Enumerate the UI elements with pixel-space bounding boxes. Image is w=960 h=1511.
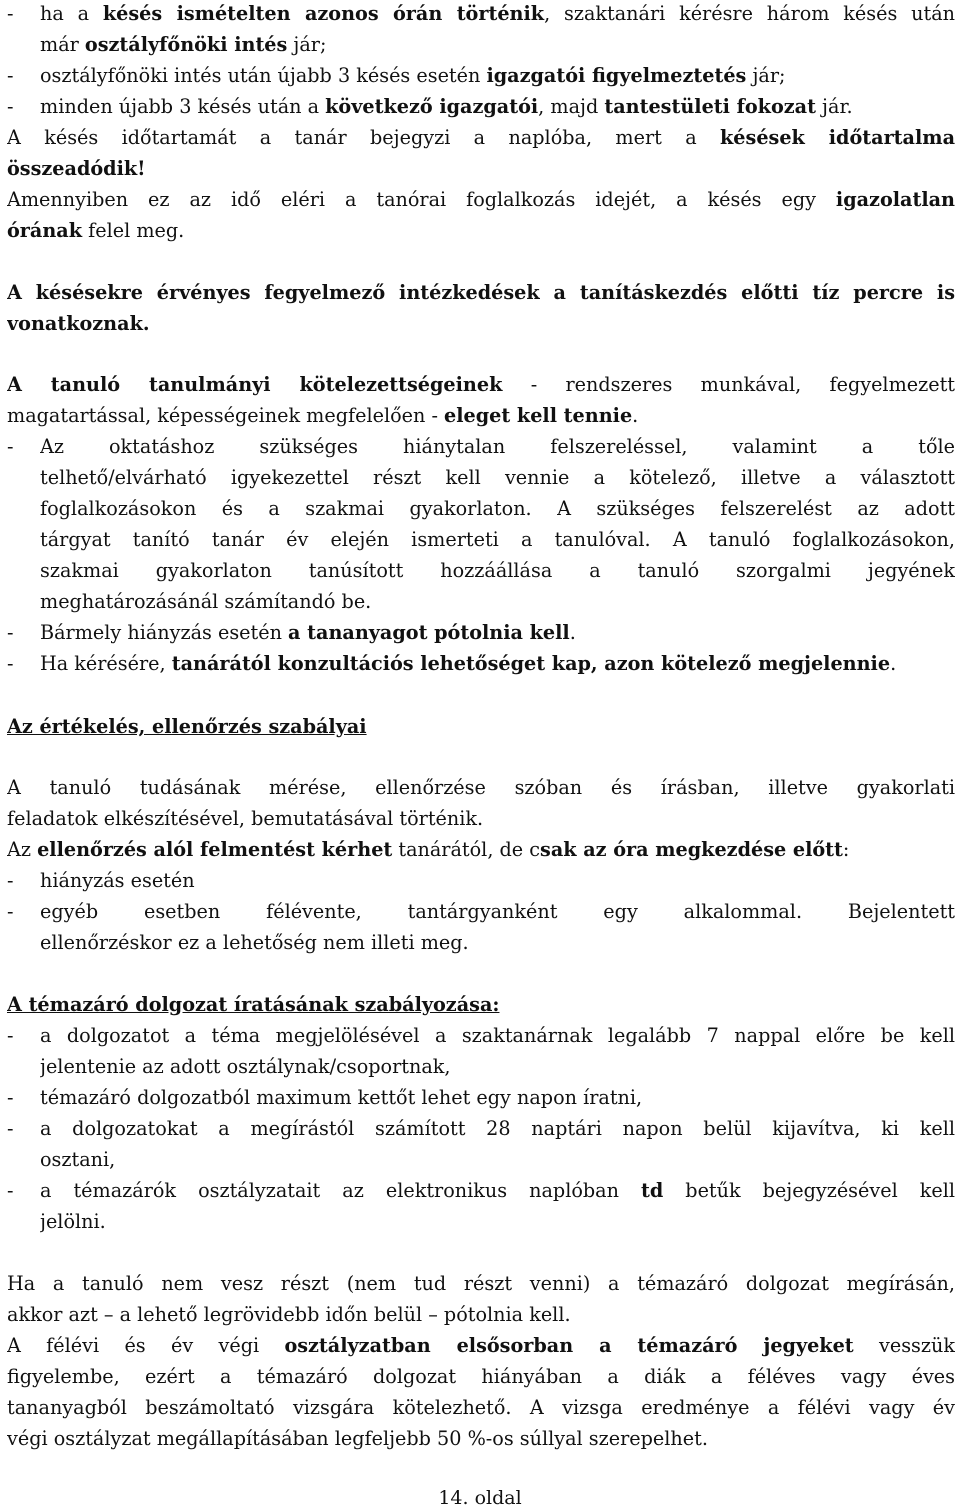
- paragraph-line: Amennyiben ez az idő eléri a tanórai foglalkozás idejét, a késés egy igazolatlan: [7, 188, 955, 211]
- paragraph-line: A tanuló tanulmányi kötelezettségeinek - rendszeres munkával, fegyelmezett: [7, 373, 955, 396]
- paragraph-line: figyelembe, ezért a témazáró dolgozat hiányában a diák a féléves vagy éves: [7, 1365, 955, 1388]
- list-dash: -: [7, 621, 14, 644]
- list-item-continuation: ellenőrzéskor ez a lehetőség nem illeti meg.: [40, 931, 469, 954]
- paragraph-line: A tanuló tudásának mérése, ellenőrzése szóban és írásban, illetve gyakorlati: [7, 776, 955, 799]
- paragraph-line: tananyagból beszámoltató vizsgára kötelezhető. A vizsga eredménye a félévi vagy év: [7, 1396, 955, 1419]
- list-item: Ha kérésére, tanárától konzultációs lehetőséget kap, azon kötelező megjelennie.: [40, 652, 897, 675]
- list-item: a témazárók osztályzatait az elektronikus naplóban td betűk bejegyzésével kell: [40, 1179, 955, 1202]
- list-item: a dolgozatokat a megírástól számított 28 naptári napon belül kijavítva, ki kell: [40, 1117, 955, 1140]
- paragraph-line: feladatok elkészítésével, bemutatásával történik.: [7, 807, 484, 830]
- list-item: hiányzás esetén: [40, 869, 195, 892]
- list-item: Az oktatáshoz szükséges hiánytalan felszereléssel, valamint a tőle: [40, 435, 955, 458]
- list-item-continuation: osztani,: [40, 1148, 116, 1171]
- list-item-continuation: telhető/elvárható igyekezettel részt kell vennie a kötelező, illetve a választott: [40, 466, 955, 489]
- list-item-continuation: meghatározásánál számítandó be.: [40, 590, 372, 613]
- list-item-continuation: szakmai gyakorlaton tanúsított hozzáállása a tanuló szorgalmi jegyének: [40, 559, 955, 582]
- page-number: 14. oldal: [438, 1487, 522, 1509]
- paragraph-line: órának felel meg.: [7, 219, 185, 242]
- section-heading: A témazáró dolgozat íratásának szabályozása:: [7, 993, 500, 1016]
- paragraph-line: végi osztályzat megállapításában legfeljebb 50 %-os súllyal szerepelhet.: [7, 1427, 708, 1450]
- list-dash: -: [7, 1179, 14, 1202]
- paragraph-line: Az ellenőrzés alól felmentést kérhet tanárától, de csak az óra megkezdése előtt:: [7, 838, 850, 861]
- list-dash: -: [7, 2, 14, 25]
- list-dash: -: [7, 435, 14, 458]
- list-item: témazáró dolgozatból maximum kettőt lehet egy napon íratni,: [40, 1086, 643, 1109]
- list-dash: -: [7, 1117, 14, 1140]
- list-item-continuation: jelentenie az adott osztálynak/csoportnak,: [40, 1055, 451, 1078]
- list-dash: -: [7, 95, 14, 118]
- list-item-continuation: foglalkozásokon és a szakmai gyakorlaton. A szükséges felszerelést az adott: [40, 497, 955, 520]
- list-dash: -: [7, 1024, 14, 1047]
- paragraph-line: akkor azt – a lehető legrövidebb időn belül – pótolnia kell.: [7, 1303, 571, 1326]
- list-dash: -: [7, 1086, 14, 1109]
- list-item: ha a késés ismételten azonos órán történik, szaktanári kérésre három késés után: [40, 2, 955, 25]
- bold-paragraph-line: vonatkoznak.: [7, 312, 150, 335]
- bold-paragraph-line: A késésekre érvényes fegyelmező intézkedések a tanításkezdés előtti tíz percre is: [7, 281, 955, 304]
- list-item: minden újabb 3 késés után a következő igazgatói, majd tantestületi fokozat jár.: [40, 95, 853, 118]
- list-dash: -: [7, 652, 14, 675]
- list-item: Bármely hiányzás esetén a tananyagot pótolnia kell.: [40, 621, 576, 644]
- list-dash: -: [7, 900, 14, 923]
- section-heading: Az értékelés, ellenőrzés szabályai: [7, 715, 367, 738]
- list-item: a dolgozatot a téma megjelölésével a szaktanárnak legalább 7 nappal előre be kell: [40, 1024, 955, 1047]
- list-dash: -: [7, 64, 14, 87]
- list-item: egyéb esetben félévente, tantárgyanként egy alkalommal. Bejelentett: [40, 900, 955, 923]
- paragraph-line: magatartással, képességeinek megfelelően - eleget kell tennie.: [7, 404, 639, 427]
- paragraph-line: A késés időtartamát a tanár bejegyzi a naplóba, mert a késések időtartalma: [7, 126, 955, 149]
- list-item-continuation: már osztályfőnöki intés jár;: [40, 33, 327, 56]
- list-item-continuation: tárgyat tanító tanár év elején ismerteti a tanulóval. A tanuló foglalkozásokon,: [40, 528, 955, 551]
- paragraph-line: összeadódik!: [7, 157, 146, 180]
- list-dash: -: [7, 869, 14, 892]
- list-item: osztályfőnöki intés után újabb 3 késés esetén igazgatói figyelmeztetés jár;: [40, 64, 786, 87]
- paragraph-line: A félévi és év végi osztályzatban elsősorban a témazáró jegyeket vesszük: [7, 1334, 955, 1357]
- paragraph-line: Ha a tanuló nem vesz részt (nem tud részt venni) a témazáró dolgozat megírásán,: [7, 1272, 955, 1295]
- list-item-continuation: jelölni.: [40, 1210, 106, 1233]
